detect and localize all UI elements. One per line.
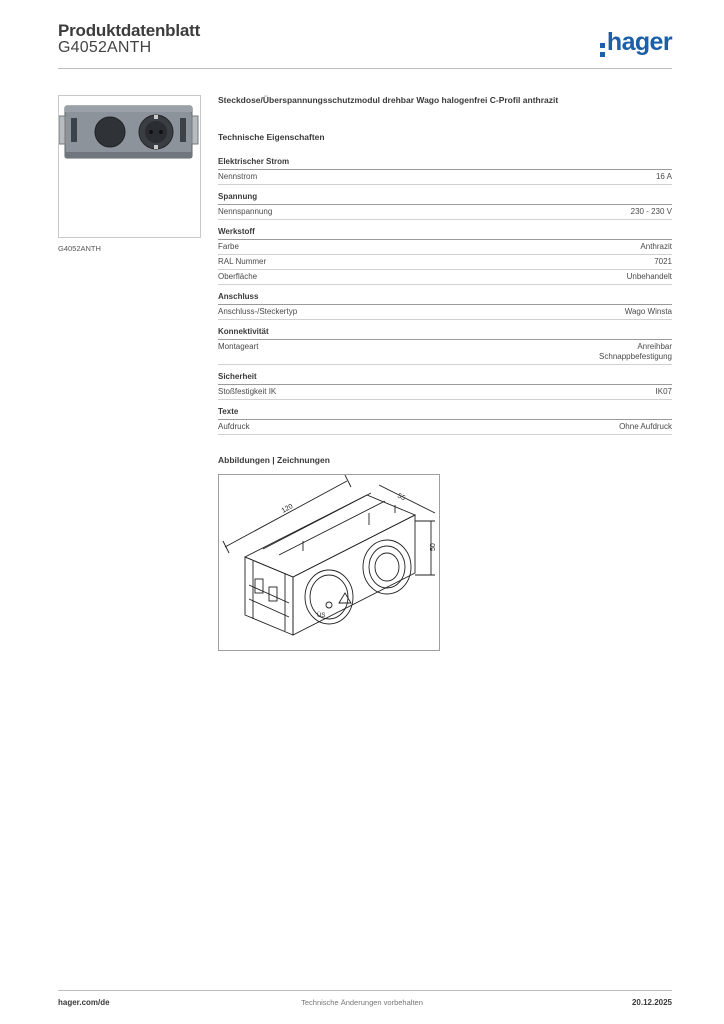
property-value: [599, 342, 672, 362]
property-label: Aufdruck: [218, 422, 250, 431]
product-details: [218, 95, 672, 651]
property-row: [218, 305, 672, 320]
property-label: Farbe: [218, 242, 239, 251]
technical-drawing-image: [219, 475, 439, 650]
product-photo: [58, 95, 201, 238]
property-group-title: Konnektivität: [218, 327, 672, 340]
property-value: [625, 307, 672, 317]
property-value: [656, 172, 672, 182]
product-photo-image: [59, 96, 200, 237]
property-group: [218, 327, 672, 365]
property-label: Anschluss-/Steckertyp: [218, 307, 298, 316]
footer-notice: Technische Änderungen vorbehalten: [301, 998, 423, 1007]
property-value-line: Anreihbar: [637, 342, 672, 351]
property-value: [627, 272, 672, 282]
property-row: [218, 170, 672, 185]
article-number: G4052ANTH: [58, 39, 152, 56]
property-group: [218, 157, 672, 185]
property-value: [654, 257, 672, 267]
property-label: RAL Nummer: [218, 257, 267, 266]
dimension-width: 55: [396, 492, 407, 503]
property-value: [619, 422, 672, 432]
technical-drawing: [218, 474, 440, 651]
module-label: ÜS: [317, 613, 326, 619]
property-value-line: Wago Winsta: [624, 307, 672, 316]
property-group: [218, 192, 672, 220]
logo-dots-icon: [600, 43, 606, 57]
footer-date: 20.12.2025: [631, 998, 672, 1007]
property-group: [218, 292, 672, 320]
property-value-line: Unbehandelt: [626, 272, 672, 281]
footer-divider: [58, 990, 672, 991]
property-row: [218, 420, 672, 435]
properties-table: [218, 157, 672, 435]
property-group-title: Anschluss: [218, 292, 672, 305]
brand-name: hager: [606, 28, 672, 56]
property-row: [218, 270, 672, 285]
property-group: [218, 227, 672, 285]
drawings-heading: Abbildungen | Zeichnungen: [218, 455, 330, 465]
property-group-title: Spannung: [218, 192, 672, 205]
properties-heading: Technische Eigenschaften: [218, 132, 325, 142]
property-row: [218, 240, 672, 255]
footer-website[interactable]: hager.com/de: [58, 998, 110, 1007]
property-value: [656, 387, 672, 397]
hager-logo: [600, 28, 672, 57]
property-value-line: 16 A: [655, 172, 672, 181]
property-label: Stoßfestigkeit IK: [218, 387, 277, 396]
property-group-title: Werkstoff: [218, 227, 672, 240]
property-value-line: 230 - 230 V: [630, 207, 672, 216]
property-row: [218, 385, 672, 400]
property-row: [218, 205, 672, 220]
property-group: [218, 372, 672, 400]
property-group-title: Sicherheit: [218, 372, 672, 385]
property-value-line: IK07: [655, 387, 672, 396]
property-label: Oberfläche: [218, 272, 258, 281]
property-label: Nennspannung: [218, 207, 273, 216]
header-divider: [58, 68, 672, 69]
property-row: [218, 255, 672, 270]
property-group: [218, 407, 672, 435]
property-value-line: Ohne Aufdruck: [619, 422, 672, 431]
product-name: Steckdose/Überspannungsschutzmodul drehbar Wago halogenfrei C-Profil anthrazit: [218, 95, 559, 105]
dimension-length: 120: [280, 503, 295, 515]
page-title: Produktdatenblatt: [58, 21, 201, 40]
property-label: Nennstrom: [218, 172, 258, 181]
property-value-line: Anthrazit: [640, 242, 672, 251]
property-row: [218, 340, 672, 365]
dimension-height: 50: [430, 543, 437, 551]
property-group-title: Texte: [218, 407, 672, 420]
photo-caption: G4052ANTH: [58, 244, 101, 253]
property-value-line: Schnappbefestigung: [599, 352, 672, 361]
property-value: [640, 242, 672, 252]
property-value-line: 7021: [654, 257, 672, 266]
property-group-title: Elektrischer Strom: [218, 157, 672, 170]
property-value: [631, 207, 672, 217]
property-label: Montageart: [218, 342, 259, 351]
